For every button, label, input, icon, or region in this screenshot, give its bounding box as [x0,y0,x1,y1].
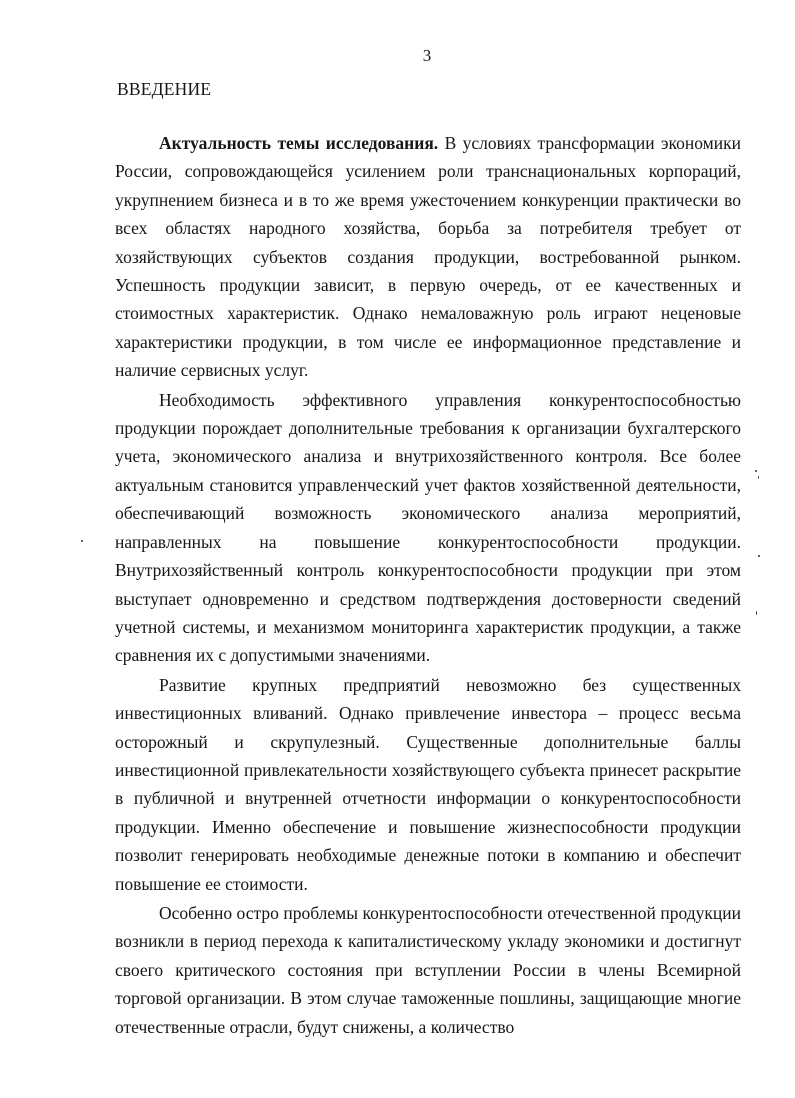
body-text [115,129,741,1041]
section-heading: ВВЕДЕНИЕ [117,79,212,99]
page-number: 3 [422,46,432,65]
scan-speck [758,555,760,557]
paragraph-1 [115,129,741,385]
scan-speck [755,470,757,472]
scan-speck [756,611,757,615]
scan-speck [758,476,759,479]
scan-speck [81,540,83,542]
paragraph-2: Необходимость эффективного управления конкурентоспособностью продукции порождает дополнительные требования к организации бухгалтерского учета, экономического анализа и внутрихозяйственного контроля. Все более актуальным становится управленческий учет фактов хозяйственной деятельности, обеспечивающий возможность экономического анализа мероприятий, направленных на повышение конкурентоспособности продукции. Внутрихозяйственный контроль конкурентоспособности продукции при этом выступает одновременно и средством подтверждения достоверности сведений учетной системы, и механизмом мониторинга характеристик продукции, а также сравнения их с допустимыми значениями. [115,389,741,666]
paragraph-1-lead: Актуальность темы исследования. [159,133,439,153]
paragraph-1-text: В условиях трансформации экономики России, сопровождающейся усилением роли транснациональных корпораций, укрупнением бизнеса и в то же время ужесточением конкуренции практически во всех областях народного хозяйства, борьба за потребителя требует от хозяйствующих субъектов создания продукции, востребованной рынком. Успешность продукции зависит, в первую очередь, от ее качественных и стоимостных характеристик. Однако немаловажную роль играют неценовые характеристики продукции, в том числе ее информационное представление и наличие сервисных услуг. [115,133,741,381]
paragraph-4: Особенно остро проблемы конкурентоспособности отечественной продукции возникли в период перехода к капиталистическому укладу экономики и достигнут своего критического состояния при вступлении России в члены Всемирной торговой организации. В этом случае таможенные пошлины, защищающие многие отечественные отрасли, будут снижены, а количество [115,902,741,1037]
paragraph-3: Развитие крупных предприятий невозможно без существенных инвестиционных вливаний. Однако привлечение инвестора – процесс весьма осторожный и скрупулезный. Существенные дополнительные баллы инвестиционной привлекательности хозяйствующего субъекта принесет раскрытие в публичной и внутренней отчетности информации о конкурентоспособности продукции. Именно обеспечение и повышение жизнеспособности продукции позволит генерировать необходимые денежные потоки в компанию и обеспечит повышение ее стоимости. [115,674,741,894]
